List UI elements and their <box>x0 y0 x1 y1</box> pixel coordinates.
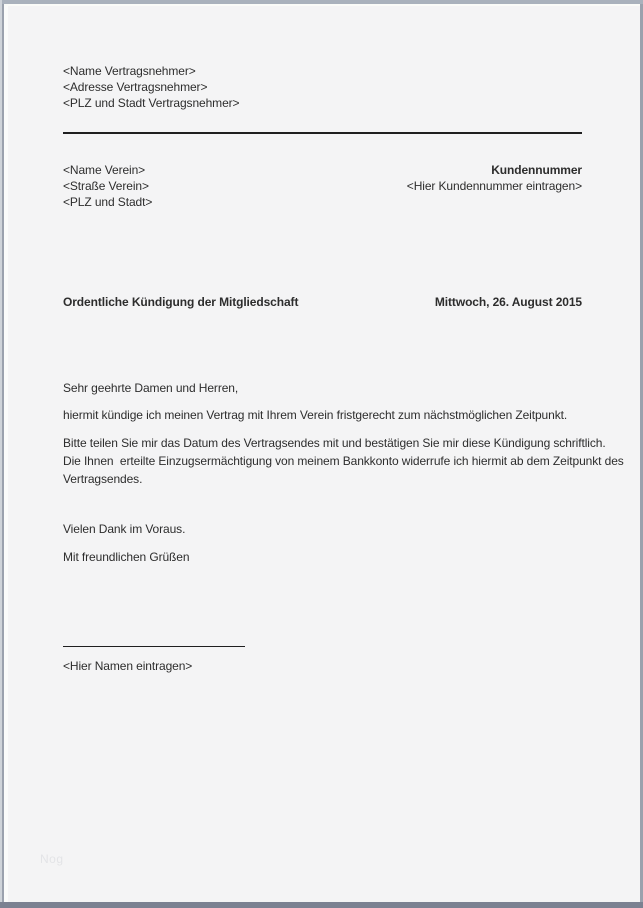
customer-number-value: <Hier Kundennummer eintragen> <box>406 179 582 193</box>
recipient-city-line: <PLZ und Stadt> <box>63 195 153 209</box>
sender-city-line: <PLZ und Stadt Vertragsnehmer> <box>63 96 240 110</box>
sender-name-line: <Name Vertragsnehmer> <box>63 64 196 78</box>
letter-date: Mittwoch, 26. August 2015 <box>434 295 582 309</box>
signature-name-hint: <Hier Namen eintragen> <box>63 659 193 673</box>
address-separator-line <box>63 132 582 134</box>
customer-number-label: Kundennummer <box>491 163 582 177</box>
body-paragraph-2-l3: Vertragsendes. <box>63 472 143 486</box>
thanks-line: Vielen Dank im Voraus. <box>63 522 186 536</box>
signature-line <box>63 646 245 647</box>
body-paragraph-2-l1: Bitte teilen Sie mir das Datum des Vertragsendes mit und bestätigen Sie mir diese Kündigung schriftlich. <box>63 436 606 450</box>
sender-address-line: <Adresse Vertragsnehmer> <box>63 80 208 94</box>
body-paragraph-2-l2: Die Ihnen erteilte Einzugsermächtigung von meinem Bankkonto widerrufe ich hiermit ab dem Zeitpunkt des <box>63 454 624 468</box>
recipient-street-line: <Straße Verein> <box>63 179 149 193</box>
subject-title: Ordentliche Kündigung der Mitgliedschaft <box>63 295 299 309</box>
closing-line: Mit freundlichen Grüßen <box>63 550 190 564</box>
frame-bottom-bar <box>0 902 643 908</box>
watermark-text: Nog <box>40 852 64 866</box>
frame-left-inner <box>4 6 8 902</box>
frame-top-highlight <box>0 4 643 6</box>
body-paragraph-1: hiermit kündige ich meinen Vertrag mit Ihrem Verein fristgerecht zum nächstmöglichen Zeitpunkt. <box>63 408 568 422</box>
salutation: Sehr geehrte Damen und Herren, <box>63 381 239 395</box>
recipient-name-line: <Name Verein> <box>63 163 146 177</box>
